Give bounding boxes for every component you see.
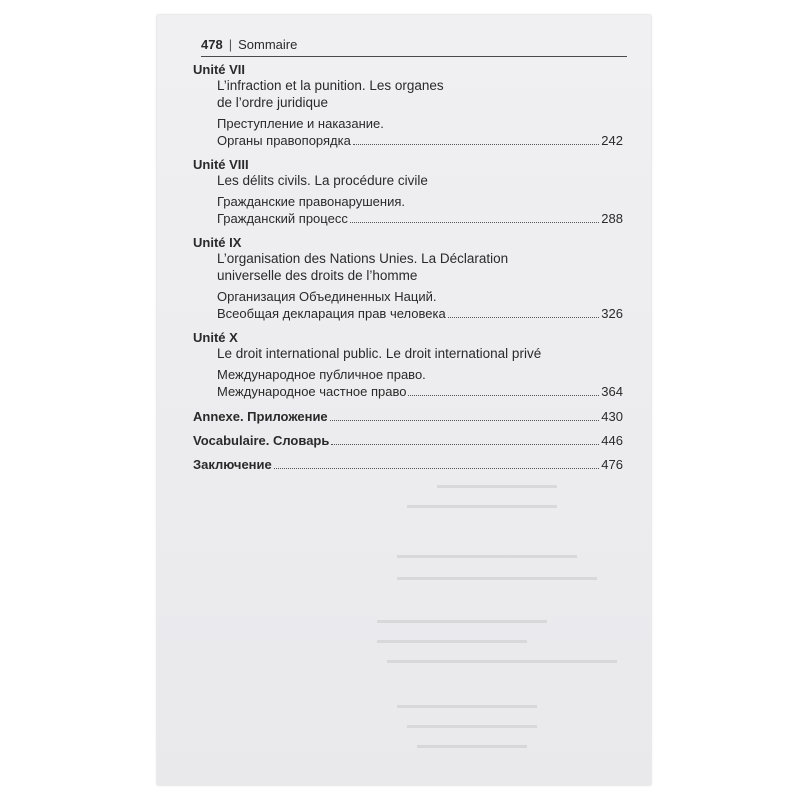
russian-line: Гражданские правонарушения. bbox=[217, 194, 405, 209]
toc-entry-row bbox=[217, 210, 623, 227]
toc-unit-ix bbox=[193, 235, 623, 322]
russian-line: Всеобщая декларация прав человека bbox=[217, 306, 446, 321]
toc-entry-row bbox=[217, 305, 623, 322]
page-ref: 430 bbox=[601, 409, 623, 424]
toc-entry-conclusion bbox=[193, 456, 623, 473]
dot-leader bbox=[330, 420, 600, 421]
page-ref: 446 bbox=[601, 433, 623, 448]
section-title: Sommaire bbox=[238, 37, 298, 52]
unit-title-french bbox=[217, 345, 623, 362]
toc-entry-vocabulaire bbox=[193, 432, 623, 449]
dot-leader bbox=[274, 468, 600, 469]
unit-title: Unité IX bbox=[193, 235, 242, 250]
page-ref: 476 bbox=[601, 457, 623, 472]
unit-title-french bbox=[217, 77, 623, 111]
russian-line: Преступление и наказание. bbox=[217, 116, 384, 131]
unit-title: Unité X bbox=[193, 330, 238, 345]
page-ref: 326 bbox=[601, 306, 623, 321]
entry-label: Заключение bbox=[193, 457, 272, 472]
header-separator: | bbox=[228, 37, 233, 52]
entry-label: Vocabulaire. Словарь bbox=[193, 433, 330, 448]
unit-title: Unité VII bbox=[193, 62, 246, 77]
entry-label: Annexe. Приложение bbox=[193, 409, 328, 424]
unit-title: Unité VIII bbox=[193, 157, 249, 172]
running-head bbox=[201, 37, 627, 57]
french-line: Les délits civils. La procédure civile bbox=[217, 173, 428, 188]
russian-line: Международное частное право bbox=[217, 384, 407, 399]
toc-entry-row bbox=[217, 132, 623, 149]
unit-title-russian bbox=[217, 115, 623, 149]
toc-unit-x bbox=[193, 330, 623, 400]
unit-title-french bbox=[217, 250, 623, 284]
russian-line: Международное публичное право. bbox=[217, 367, 426, 382]
page-number: 478 bbox=[201, 37, 223, 52]
french-line: de l’ordre juridique bbox=[217, 95, 329, 110]
page-ref: 364 bbox=[601, 384, 623, 399]
russian-line: Гражданский процесс bbox=[217, 211, 348, 226]
unit-title-russian bbox=[217, 288, 623, 322]
dot-leader bbox=[448, 317, 600, 318]
toc-unit-viii bbox=[193, 157, 623, 227]
table-of-contents bbox=[193, 62, 623, 480]
dot-leader bbox=[353, 144, 599, 145]
russian-line: Организация Объединенных Наций. bbox=[217, 289, 437, 304]
page-ref: 288 bbox=[601, 211, 623, 226]
page-ref: 242 bbox=[601, 133, 623, 148]
french-line: universelle des droits de l’homme bbox=[217, 268, 418, 283]
unit-title-russian bbox=[217, 193, 623, 227]
dot-leader bbox=[408, 395, 599, 396]
russian-line: Органы правопорядка bbox=[217, 133, 351, 148]
toc-entry-annexe bbox=[193, 408, 623, 425]
french-line: Le droit international public. Le droit international privé bbox=[217, 346, 542, 361]
french-line: L’infraction et la punition. Les organes bbox=[217, 78, 444, 93]
unit-title-french bbox=[217, 172, 623, 189]
dot-leader bbox=[331, 444, 599, 445]
book-page bbox=[157, 15, 651, 785]
unit-title-russian bbox=[217, 366, 623, 400]
toc-unit-vii bbox=[193, 62, 623, 149]
dot-leader bbox=[350, 222, 599, 223]
toc-entry-row bbox=[217, 383, 623, 400]
french-line: L’organisation des Nations Unies. La Déclaration bbox=[217, 251, 509, 266]
